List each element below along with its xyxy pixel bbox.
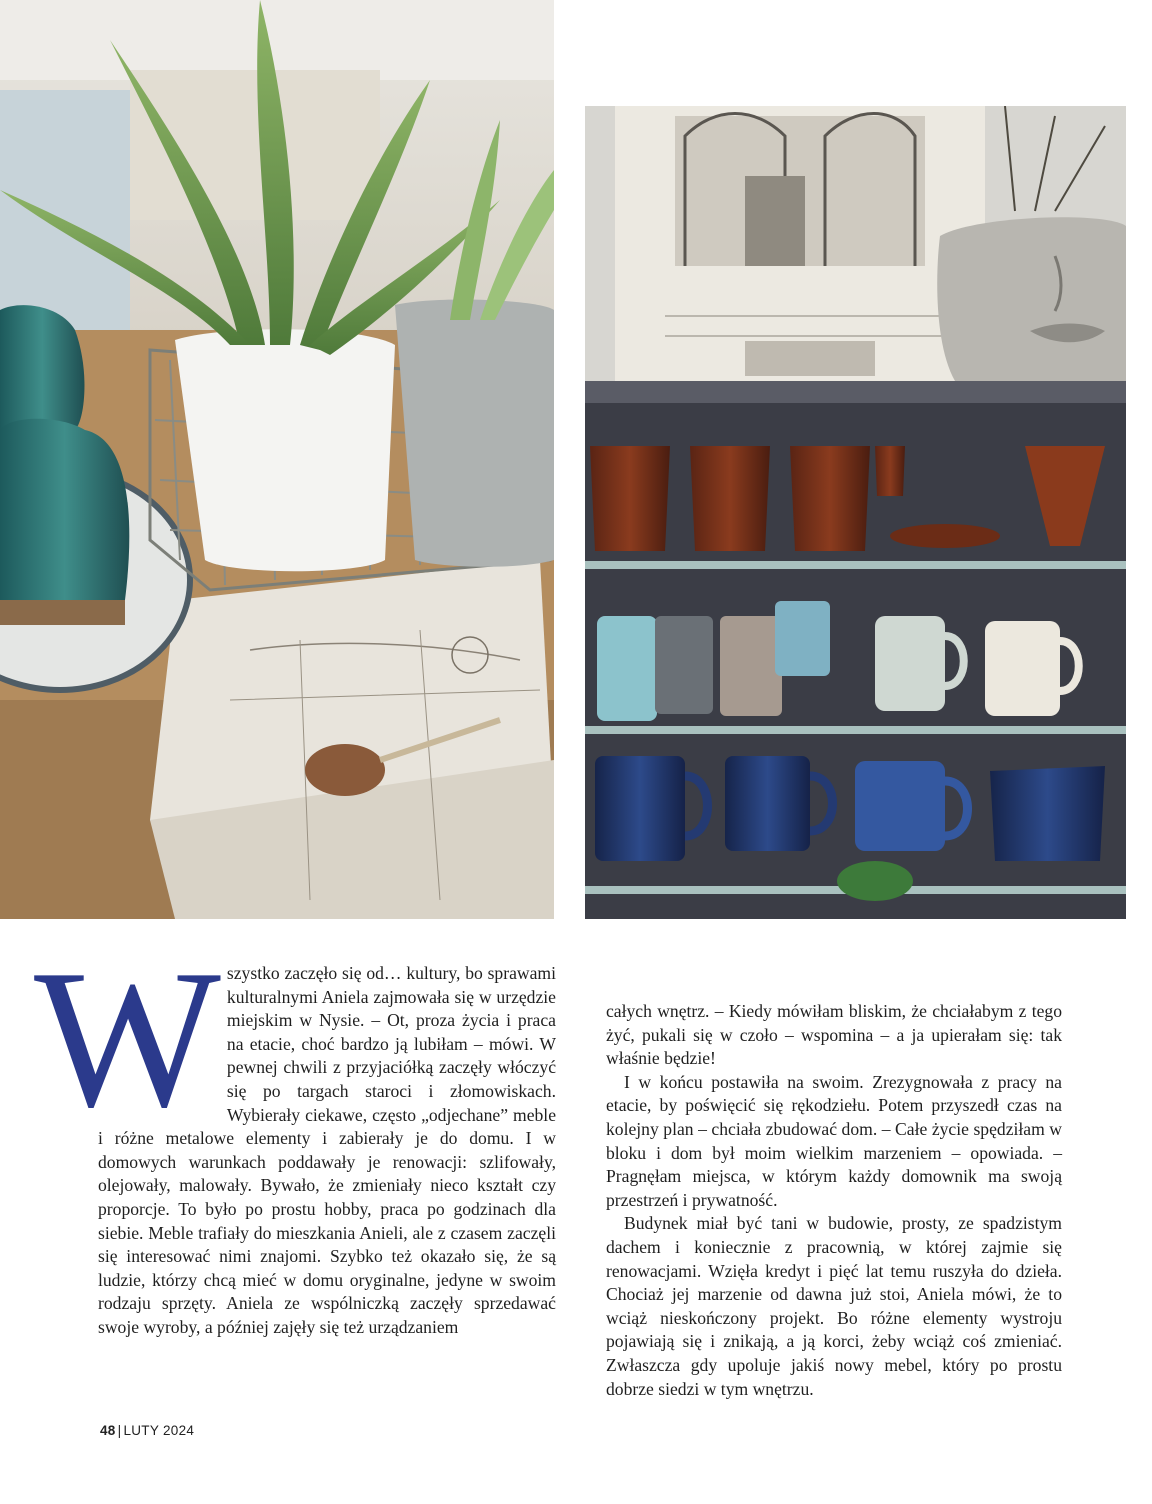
drop-cap: W [34,929,217,1148]
photo-aloe-plants [0,0,554,919]
article-paragraph: I w końcu postawiła na swoim. Zrezygnowała z pracy na etacie, by poświęcić się rękodziełu. Potem przyszedł czas na kolejny plan – chciała zbudować dom. – Całe życie spędziłam w bloku i dom był moim wielkim marzeniem – opowiada. – Pragnęłam miejsca, w którym każdy domownik ma swoją przestrzeń i prywatność. [606,1071,1062,1210]
article-paragraph: Budynek miał być tani w budowie, prosty, ze spadzistym dachem i koniecznie z pracownią, w której zajmie się renowacjami. Wzięła kredyt i pięć lat temu ruszyła do dzieła. Chociaż jej marzenie od dawna już stoi, Aniela mówi, że to wciąż nieskończony projekt. Bo różne elementy wystroju pojawiają się i znikają, a ją korci, żeby wciąż coś zmieniać. Zwłaszcza gdy upoluje jakiś nowy mebel, który po prostu dobrze siedzi w tym wnętrzu. [606,1213,1062,1399]
page-number: 48 [100,1423,116,1438]
issue-label: LUTY 2024 [123,1423,195,1438]
article-column-left [34,929,556,1340]
article-paragraph: szystko zaczęło się od… kultury, bo sprawami kulturalnymi Aniela zajmowała się w urzędzie miejskim w Nysie. – Ot, proza życia i praca na etacie, choć bardzo ją lubiłam – mówi. W pewnej chwili z przyjaciółką zaczęły włóczyć się po targach staroci i złomowiskach. Wybierały ciekawe, często „odjechane” meble i różne metalowe elementy i zabierały je do domu. I w domowych warunkach poddawały je renowacji: szlifowały, olejowały, malowały. Bywało, że zmieniały nieco kształt czy proporcje. To było po prostu hobby, praca po godzinach dla siebie. Meble trafiały do mieszkania Anieli, ale z czasem zaczęli się interesować nimi znajomi. Szybko też okazało się, że są ludzie, którzy chcą mieć w domu oryginalne, jedyne w swoim rodzaju sprzęty. Aniela ze wspólniczką zaczęły sprzedawać swoje wyroby, a później zajęły się też urządzaniem [98,963,556,1337]
page-footer [100,1423,194,1438]
article-column-right [606,1000,1062,1401]
article-paragraph: całych wnętrz. – Kiedy mówiłam bliskim, że chciałabym z tego żyć, pukali się w czoło – wspomina – a ja upierałam się: tak właśnie będzie! [606,1001,1062,1069]
photo-mug-shelves [585,106,1126,919]
footer-separator: | [117,1423,122,1438]
